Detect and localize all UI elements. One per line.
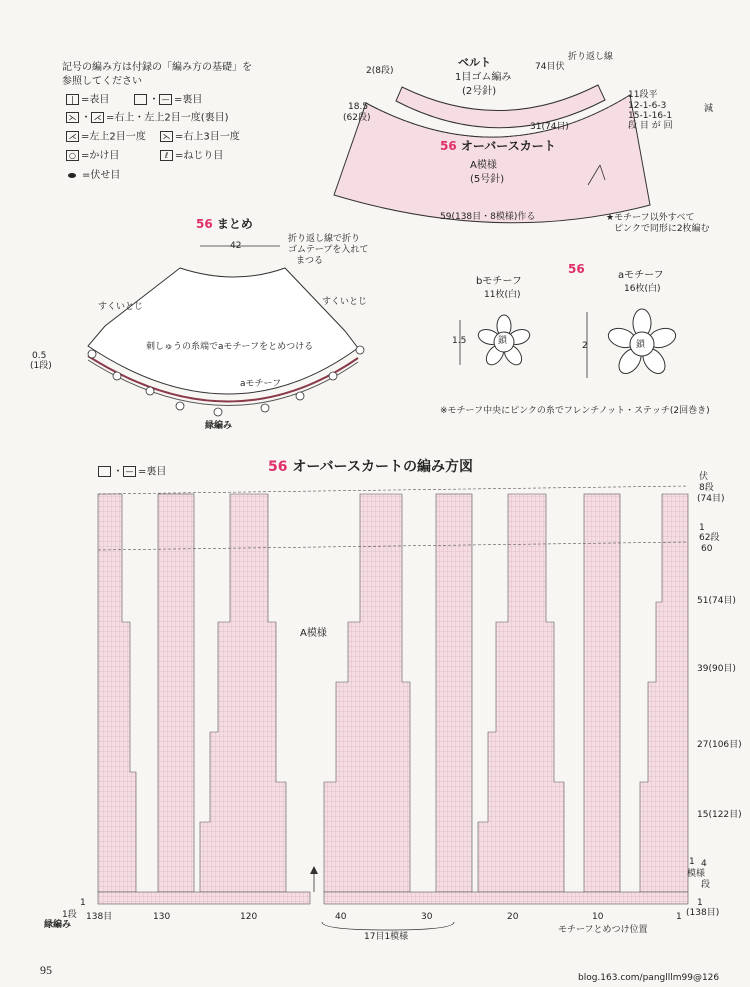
blank-symbol-icon — [98, 466, 111, 477]
belt-label-59: 59(138目・8模様)作る — [440, 212, 536, 222]
chart-heading: 56 オーバースカートの編み方図 — [268, 459, 473, 475]
chart-right-label-4: 1 — [699, 523, 705, 533]
chart-tick-10: 10 — [592, 912, 604, 922]
belt-label-185: 18.5 — [348, 102, 369, 112]
belt-needle: (2号針) — [462, 86, 497, 97]
chart-bottom-left-1: 1 — [80, 898, 86, 908]
motif-diagrams — [440, 300, 690, 390]
summary-edge-05: 0.5 — [32, 351, 47, 361]
summary-edge-1: (1段) — [30, 361, 52, 371]
yarn-over-symbol-icon: ○ — [66, 150, 79, 161]
chart-motif-pos: モチーフとめつけ位置 — [558, 925, 648, 935]
chart-bottom-left-3: 緑編み — [44, 920, 72, 930]
right-dec-symbol-icon: ⋋ — [66, 112, 79, 123]
blank-symbol-icon — [134, 94, 147, 105]
chart-bottom-left-2: 1段 — [62, 910, 77, 920]
motif-a-count: 16枚(白) — [624, 284, 661, 294]
skirt-pattern: A模様 — [470, 160, 497, 171]
belt-decrease-3: 15-1-16-1 — [628, 111, 673, 121]
chart-right-label-16: (138目) — [686, 908, 720, 918]
belt-pattern: 1目ゴム編み — [455, 72, 512, 83]
left-dec-symbol-icon: ⋌ — [91, 112, 104, 123]
skirt-note-2: ピンクで同形に2枚編む — [614, 224, 710, 234]
summary-motif-label: aモチーフ — [240, 379, 282, 389]
chart-right-label-13: 模様 — [687, 869, 706, 879]
summary-edge-label: 緑編み — [205, 421, 233, 431]
chart-right-label-15: 1 — [697, 898, 703, 908]
chart-right-label-10: 15(122目) — [697, 810, 742, 820]
repeat-bracket — [318, 920, 588, 940]
bind-off-symbol-icon — [68, 173, 76, 178]
legend-item-k2tog-purl: ⋋ ・ ⋌ =右上・左上2目一度(裏目) — [66, 112, 229, 125]
chart-pattern-label: A模様 — [300, 628, 327, 639]
summary-diagram — [60, 236, 370, 436]
belt-label-74: 74目伏 — [535, 62, 565, 72]
summary-embroidery: 刺しゅうの糸端でaモチーフをとめつける — [146, 342, 314, 352]
knit-symbol-icon: | — [66, 94, 79, 105]
chart-tick-130: 130 — [153, 912, 171, 922]
chart-tick-120: 120 — [240, 912, 258, 922]
motif-b-title: bモチーフ — [476, 276, 522, 287]
legend-item-knit: | =表目 — [66, 94, 109, 107]
chart-right-label-8: 39(90目) — [697, 664, 736, 674]
motif-a-size: 2 — [582, 341, 588, 351]
summary-fold-1: 折り返し線で折り — [288, 234, 361, 244]
purl-symbol-icon: — — [123, 466, 136, 477]
summary-width: 42 — [230, 241, 242, 251]
motif-b-center: 鎖 — [498, 336, 508, 346]
legend-item-yo: ○ =かけ目 — [66, 150, 119, 163]
motif-b-size: 1.5 — [452, 336, 467, 346]
purl-symbol-icon: — — [159, 94, 172, 105]
motif-a-center: 鎖 — [636, 340, 646, 350]
belt-label-62: (62段) — [343, 113, 371, 123]
legend-item-bindoff: =伏せ目 — [66, 170, 120, 182]
chart-tick-30: 30 — [421, 912, 433, 922]
belt-decrease-mark: 減 — [704, 104, 714, 114]
chart-right-label-12: 4 — [701, 859, 707, 869]
chart-right-label-9: 27(106目) — [697, 740, 742, 750]
legend-intro-2: 参照してください — [62, 76, 142, 87]
chart-tick-1: 1 — [676, 912, 682, 922]
skirt-note-1: ★モチーフ以外すべて — [606, 213, 695, 223]
belt-label-2: 2(8段) — [366, 66, 394, 76]
skirt-needle: (5号針) — [470, 174, 505, 185]
chart-right-label-2: 8段 — [699, 483, 714, 493]
summary-seam-left: すくいとじ — [98, 302, 144, 312]
motif-note: ※モチーフ中央にピンクの糸でフレンチノット・ステッチ(2回巻き) — [440, 406, 710, 416]
chart-right-label-11: 1 — [689, 857, 695, 867]
legend-item-purl: ・ — =裏目 — [134, 94, 202, 107]
knitting-chart — [80, 482, 700, 912]
belt-title: ベルト — [458, 56, 491, 69]
chart-repeat: 17目1模様 — [364, 932, 409, 942]
chart-tick-40: 40 — [335, 912, 347, 922]
belt-decrease-2: 12-1-6-3 — [628, 101, 667, 111]
chart-right-label-1: 伏 — [699, 472, 709, 482]
watermark: blog.163.com/panglllm99@126 — [578, 973, 720, 983]
twist-symbol-icon: ℓ — [160, 150, 173, 161]
belt-label-31: 31(74目) — [530, 122, 569, 132]
summary-heading: 56 まとめ — [196, 217, 253, 231]
legend-item-k2tog: ⋌ =左上2目一度 — [66, 131, 146, 144]
belt-label-fold: 折り返し線 — [568, 52, 614, 62]
skirt-heading: 56 オーバースカート — [440, 139, 556, 153]
summary-fold-3: まつる — [296, 256, 324, 266]
motif-b-count: 11枚(白) — [484, 290, 521, 300]
k2tog-symbol-icon: ⋌ — [66, 131, 79, 142]
motif-a-title: aモチーフ — [618, 270, 664, 281]
belt-decrease-1: 11段平 — [628, 90, 658, 100]
belt-decrease-4: 段 目 が 回 — [628, 121, 673, 131]
legend-item-k3tog: ⋋ =右上3目一度 — [160, 131, 240, 144]
page-number: 95 — [40, 963, 52, 977]
chart-bottom-left-4: 138目 — [86, 912, 113, 922]
chart-legend: ・ — =裏目 — [98, 466, 166, 479]
chart-right-label-7: 51(74目) — [697, 596, 736, 606]
chart-right-label-6: 60 — [701, 544, 713, 554]
chart-right-label-3: (74目) — [697, 494, 725, 504]
legend-item-twist: ℓ =ねじり目 — [160, 150, 223, 163]
motif-number: 56 — [568, 262, 585, 276]
k3tog-symbol-icon: ⋋ — [160, 131, 173, 142]
summary-seam-right: すくいとじ — [322, 297, 368, 307]
chart-right-label-14: 段 — [701, 880, 711, 890]
legend-intro-1: 記号の編み方は付録の「編み方の基礎」を — [62, 62, 252, 73]
chart-tick-20: 20 — [507, 912, 519, 922]
chart-right-label-5: 62段 — [699, 533, 720, 543]
summary-fold-2: ゴムテープを入れて — [288, 245, 369, 255]
